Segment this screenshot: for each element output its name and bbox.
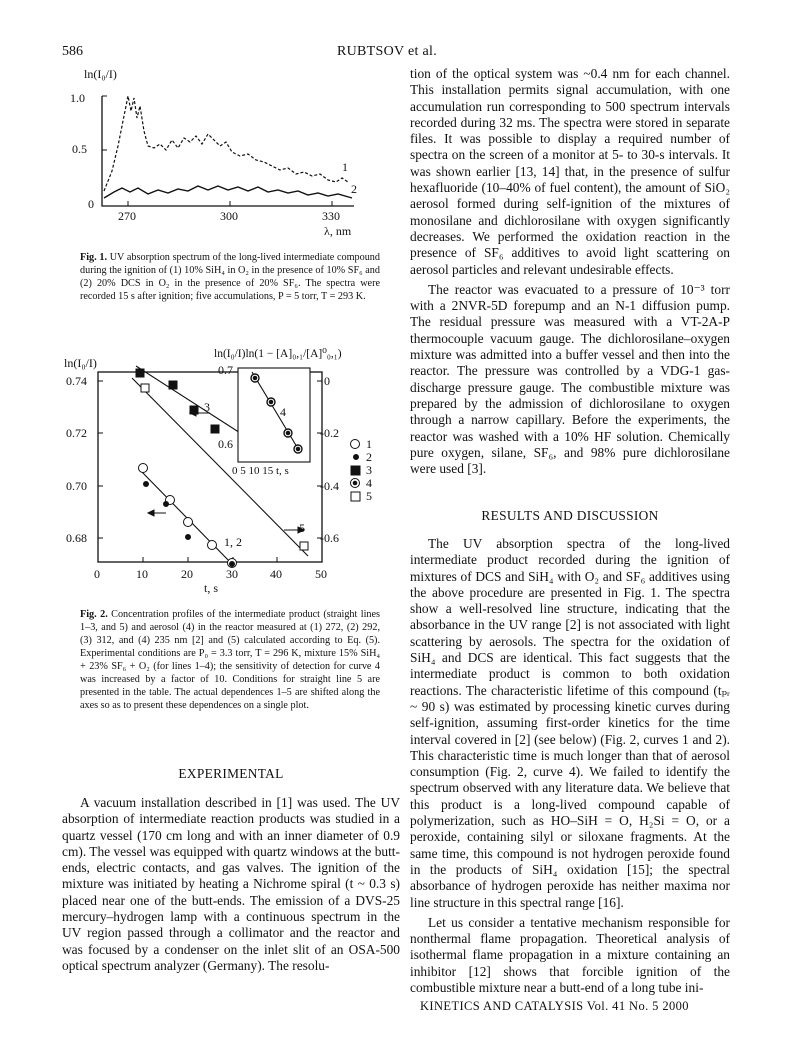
fig2-line-1-2 [140,470,232,564]
fig2-caption-label: Fig. 2. [80,609,108,620]
fig1-ytick: 0.5 [72,142,87,156]
experimental-paragraph: A vacuum installation described in [1] was used. The UV absorption of intermediate reaction products was studied in a quartz vessel (170 cm long and with an inner diameter of 0.9 cm). The vessel was equipped with quartz windows at the butt-ends, electric contacts, and gas valves. The ignition of the mixture was initiated by heating a Nichrome spiral (t ~ 0.3 s) placed near one of the butt-ends. The emission of a DVS-25 mercury–hydrogen lamp with a continuous spectrum in the UV region passed through a collimator and the reactor and was focused by a condenser on the inlet slit of an OSA-500 optical spectrum analyzer (Germany). The resolu- [62,795,400,973]
fig1-curve-2 [104,186,352,198]
fig2-legend-label: 5 [366,489,372,503]
figure-2 [62,340,392,600]
fig1-caption-text: UV absorption spectrum of the long-lived intermediate compound during the ignition of (1) 10% SiH₄ in O₂ in the presence of 10% SF₆ and (2) 20% DCS in O₂ in the presence of 20% SF₆. The spectra were recorded 15 s after ignition; five accumulations, P = 5 torr, T = 293 K. [80,252,380,302]
experimental-body [62,795,400,974]
results-heading: RESULTS AND DISCUSSION [481,508,659,523]
fig2-inset-label: 4 [280,405,286,419]
fig2-inset-xticks: 0 5 10 15 t, s [232,465,289,477]
fig2-ytick-left: 0.68 [66,531,87,545]
fig2-legend-label: 4 [366,476,372,490]
paragraph: Let us consider a tentative mechanism responsible for nonthermal flame propagation. Theoretical analysis of isothermal flame propagation in a mixture containing an inhibitor [12] shows that forcible ignition of the combustible mixture near a butt-end of a long tube ini- [410,914,730,996]
fig2-line-label: 3 [204,400,210,414]
fig2-ylabel-right: ln(I₀/I)ln(1 − [A]₀,₁/[A]⁰₀,₁) [214,348,342,360]
fig2-legend-label: 1 [366,437,372,451]
fig2-inset-ytick: 0.6 [218,437,233,451]
figure-1 [62,66,382,256]
fig2-xtick: 0 [94,567,100,581]
fig1-curve-label: 1 [342,160,348,174]
fig2-ytick-left: 0.74 [66,374,87,388]
fig1-ytick: 0 [88,197,94,211]
page-number: 586 [62,44,83,59]
fig2-ylabel-left: ln(I₀/I) [64,356,97,370]
fig2-xtick: 10 [136,567,148,581]
paragraph: The reactor was evacuated to a pressure of 10⁻³ torr with a 2NVR-5D forepump and an N-1 diffusion pump. The residual pressure was measured with a VT-2A-P thermocouple vacuum gauge. The dichlorosilane–oxygen mixture was admitted into a buffer vessel and then into the reactor. The pressure was controlled by a VDG-1 gas-discharge pressure gauge. The combustible mixture was prepared by the admission of dichlorosilane to oxygen through a narrow capillary. Before the experiments, the reactor was washed with a 10% HF solution. Chemically pure oxygen, silane, SF₆, and 98% pure dichlorosilane were used [3]. [410,281,730,477]
fig2-xtick: 20 [181,567,193,581]
paragraph: The UV absorption spectra of the long-lived intermediate product recorded during the ignition of mixtures of DCS and SiH₄ with O₂ and SF₆ additives using the above procedure are presented in Fig. 1. The spectra show a well-resolved line structure, indicating that the absorbance in the UV range [2] is not associated with light scattering by aerosols. The spectra for the oxidation of SiH₄ and DCS are identical. This fact suggests that the intermediate product is common to both oxidation reactions. The characteristic lifetime of this compound (tₚᵣ ~ 90 s) was estimated by processing kinetic curves during self-ignition, assuming first-order kinetics for the time interval covered in [2] (see below) (Fig. 2, curves 1 and 2). This characteristic time is much longer than that of aerosol consumption (Fig. 2, curve 4). We failed to identify the spectrum observed with any literature data. We believe that this product is a long-lived compound capable of polymerization, such as HO–SiH = O, H₂Si = O, or a peroxide, containing silyl or siloxane fragments. At the same time, this compound is not hydrogen peroxide found in the products of SiH₄ oxidation [15]; the spectral absorbance of hydrogen peroxide has neither maxima nor line structure in this spectral range [16]. [410,536,730,910]
fig2-ytick-left: 0.70 [66,479,87,493]
fig2-ytick-right: -0.6 [320,531,339,545]
experimental-heading: EXPERIMENTAL [178,766,284,781]
journal-footer: KINETICS AND CATALYSIS Vol. 41 No. 5 2000 [420,999,689,1013]
fig1-xtick: 330 [322,209,340,223]
fig1-xtick: 300 [220,209,238,223]
fig1-caption-label: Fig. 1. [80,252,108,263]
fig2-xlabel: t, s [204,581,219,595]
results-body [410,536,730,996]
fig1-xtick: 270 [118,209,136,223]
fig1-ylabel: ln(I₀/I) [84,67,117,81]
fig1-caption [80,251,380,303]
fig2-line-label: 1, 2 [224,535,242,549]
fig2-xtick: 30 [226,567,238,581]
fig2-ytick-right: -0.2 [320,426,339,440]
fig2-caption [80,608,380,712]
fig2-legend-label: 2 [366,450,372,464]
fig2-ytick-right: 0 [324,374,330,388]
fig2-legend-label: 3 [366,463,372,477]
fig1-ytick: 1.0 [70,91,85,105]
fig2-ytick-left: 0.72 [66,426,87,440]
running-title: RUBTSOV et al. [337,44,437,59]
fig1-curve-1 [104,96,348,191]
fig2-ytick-right: -0.4 [320,479,339,493]
right-column [410,66,730,477]
fig2-xtick: 40 [270,567,282,581]
fig2-line-label: 5 [299,521,305,535]
fig1-xlabel: λ, nm [324,224,352,238]
fig2-caption-text: Concentration profiles of the intermediate product (straight lines 1–3, and 5) and aerosol (4) in the reactor measured at (1) 272, (2) 292, (3) 312, and (4) 235 nm [2] and (5) calculated according to Eq. (5). Experimental conditions are P₀ = 3.3 torr, T = 296 K, mixture 15% SiH₄ + 23% SF₆ + O₂ (for lines 1–4); the sensitivity of detection for curve 4 was increased by a factor of 10. Conditions for straight line 5 are presented in the table. The actual dependences 1–5 are shifted along the axes so as to present these dependences on a single plot. [80,609,380,711]
fig2-inset-ytick: 0.7 [218,363,233,377]
fig2-legend [351,440,361,502]
paragraph: tion of the optical system was ~0.4 nm for each channel. This installation permits signal accumulation, with one accumulation run corresponding to 500 spectrum intervals recorded during 32 ms. The spectra were stored in separate files. It was possible to display a required number of spectra on the screen of a monitor at 5- to 30-s intervals. It was shown earlier [13, 14] that, in the presence of sulfur hexafluoride (10–40% of fuel content), the amount of SiO₂ aerosol formed during self-ignition of the mixtures of monosilane and dichlorosilane with oxygen significantly decreases. We performed the oxidation reaction in the presence of SF₆ additives to avoid light scattering on aerosol particles and relevant undesirable effects. [410,66,730,277]
fig2-xtick: 50 [315,567,327,581]
fig1-curve-label: 2 [351,182,357,196]
